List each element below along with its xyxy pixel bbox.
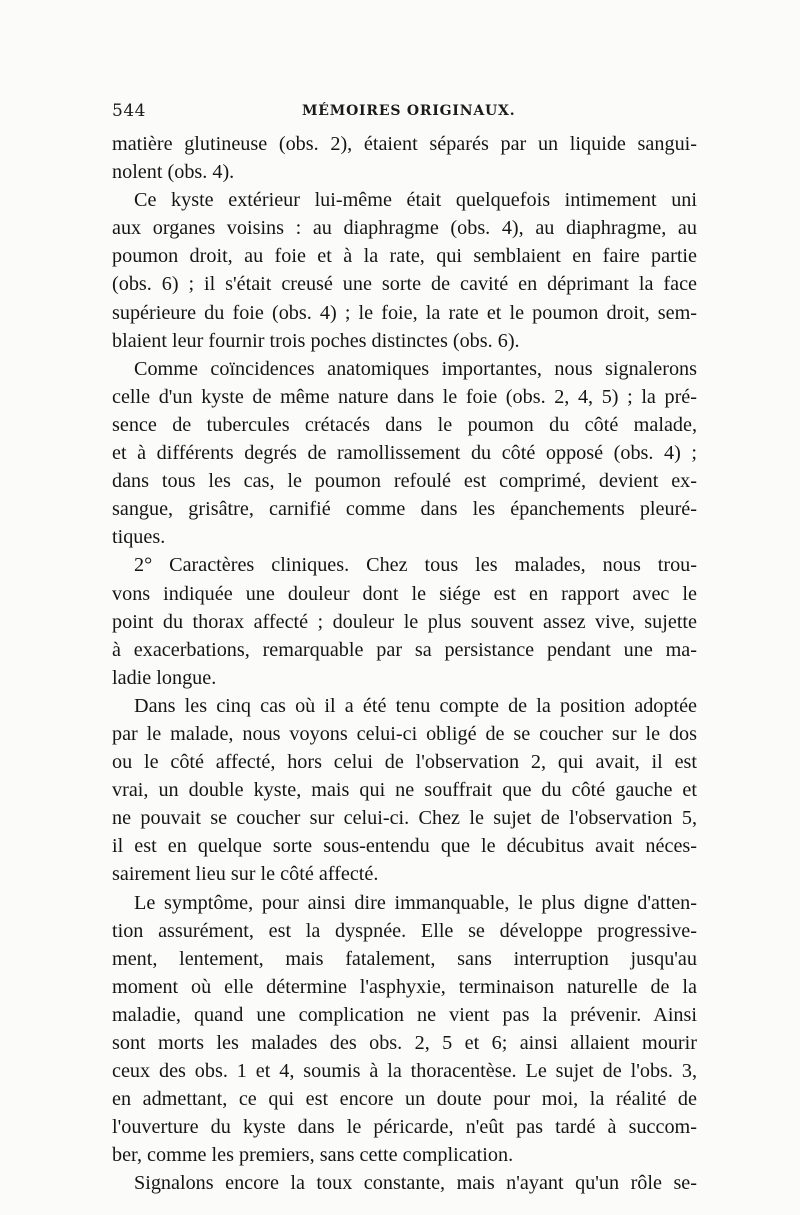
text-line: à exacerbations, remarquable par sa persistance pendant une ma- (112, 638, 697, 661)
text-line: celle d'un kyste de même nature dans le foie (obs. 2, 4, 5) ; la pré- (112, 385, 697, 408)
page-header (112, 101, 687, 123)
text-line: Signalons encore la toux constante, mais n'ayant qu'un rôle se- (134, 1172, 697, 1195)
text-line: dans tous les cas, le poumon refoulé est comprimé, devient ex- (112, 470, 697, 493)
text-line: il est en quelque sorte sous-entendu que le décubitus avait néces- (112, 835, 697, 858)
text-line: sence de tubercules crétacés dans le poumon du côté malade, (112, 413, 697, 436)
text-line: nolent (obs. 4). (112, 161, 235, 184)
text-line: sangue, grisâtre, carnifié comme dans les épanchements pleuré- (112, 498, 697, 521)
text-line: point du thorax affecté ; douleur le plus souvent assez vive, sujette (112, 610, 697, 633)
text-line: et à différents degrés de ramollissement du côté opposé (obs. 4) ; (112, 442, 697, 465)
text-line: sont morts les malades des obs. 2, 5 et 6; ainsi allaient mourir (112, 1032, 697, 1054)
text-line: supérieure du foie (obs. 4) ; le foie, la rate et le poumon droit, sem- (112, 301, 697, 324)
text-line: ceux des obs. 1 et 4, soumis à la thoracentèse. Le sujet de l'obs. 3, (112, 1060, 697, 1083)
text-line: ment, lentement, mais fatalement, sans interruption jusqu'au (112, 947, 697, 970)
text-line: Dans les cinq cas où il a été tenu compte de la position adoptée (134, 694, 697, 717)
text-line: ladie longue. (112, 666, 217, 689)
running-title: MÉMOIRES ORIGINAUX. (302, 103, 516, 119)
text-line: moment où elle détermine l'asphyxie, terminaison naturelle de la (112, 975, 697, 998)
text-line: matière glutineuse (obs. 2), étaient séparés par un liquide sangui- (112, 133, 697, 155)
text-line: Ce kyste extérieur lui-même était quelquefois intimement uni (134, 189, 697, 212)
text-line: l'ouverture du kyste dans le péricarde, n'eût pas tardé à succom- (112, 1116, 697, 1139)
text-line: Le symptôme, pour ainsi dire immanquable, le plus digne d'atten- (134, 891, 697, 914)
text-line: Comme coïncidences anatomiques importantes, nous signalerons (134, 357, 697, 380)
text-line: poumon droit, au foie et à la rate, qui semblaient en faire partie (112, 245, 697, 268)
page-number: 544 (112, 101, 146, 121)
text-line: en admettant, ce qui est encore un doute pour moi, la réalité de (112, 1088, 697, 1111)
text-line: blaient leur fournir trois poches distinctes (obs. 6). (112, 329, 520, 352)
text-line: tiques. (112, 526, 166, 549)
text-line: ne pouvait se coucher sur celui-ci. Chez le sujet de l'observation 5, (112, 807, 697, 830)
text-line: 2° Caractères cliniques. Chez tous les malades, nous trou- (134, 554, 697, 577)
text-line: vrai, un double kyste, mais qui ne souffrait que du côté gauche et (112, 779, 697, 802)
text-line: aux organes voisins : au diaphragme (obs. 4), au diaphragme, au (112, 217, 697, 240)
text-line: (obs. 6) ; il s'était creusé une sorte de cavité en déprimant la face (112, 273, 697, 296)
text-line: ber, comme les premiers, sans cette complication. (112, 1144, 514, 1167)
text-line: sairement lieu sur le côté affecté. (112, 863, 379, 886)
text-line: vons indiquée une douleur dont le siége est en rapport avec le (112, 582, 697, 605)
text-line: tion assurément, est la dyspnée. Elle se développe progressive- (112, 919, 697, 942)
body-text (112, 130, 697, 1198)
text-line: maladie, quand une complication ne vient pas la prévenir. Ainsi (112, 1003, 697, 1026)
text-line: par le malade, nous voyons celui-ci obligé de se coucher sur le dos (112, 722, 697, 745)
text-line: ou le côté affecté, hors celui de l'observation 2, qui avait, il est (112, 751, 697, 774)
